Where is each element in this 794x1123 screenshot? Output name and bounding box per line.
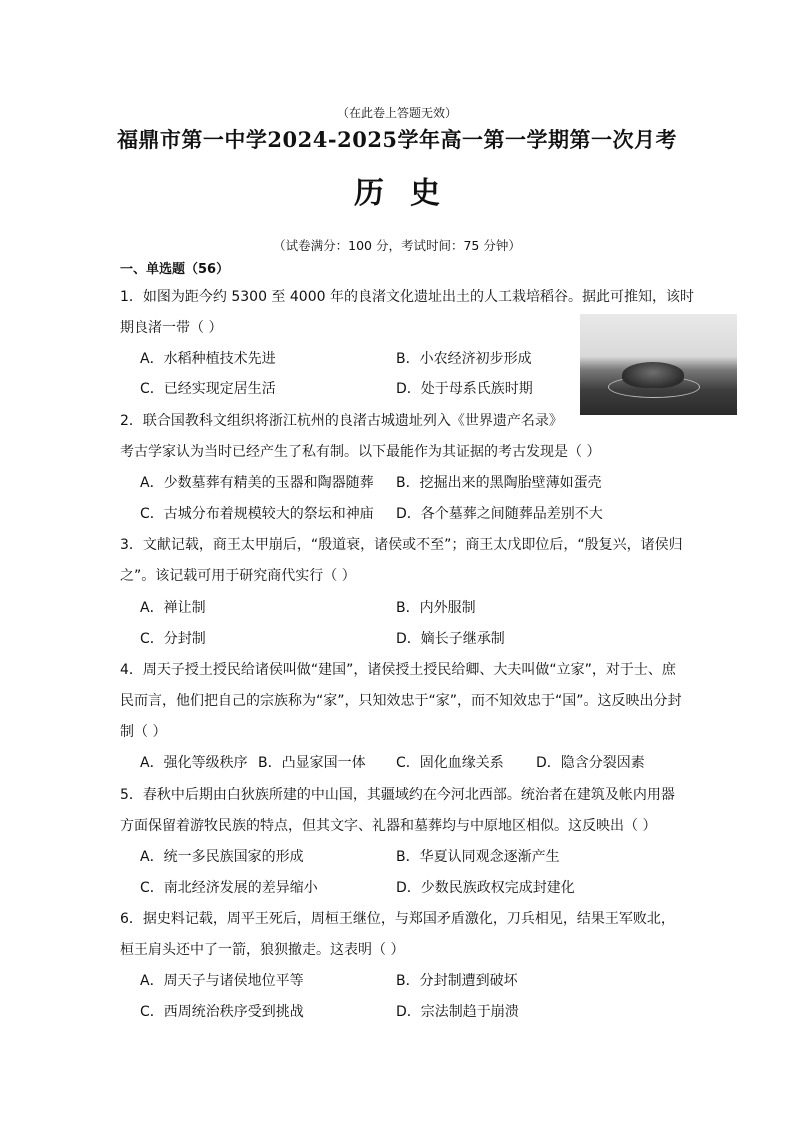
question-2-line-2: 考古学家认为当时已经产生了私有制。以下最能作为其证据的考古发现是（ ） xyxy=(120,444,601,460)
question-6-option-a: A．周天子与诸侯地位平等 xyxy=(140,973,304,989)
question-5-option-b: B．华夏认同观念逐渐产生 xyxy=(396,849,560,865)
rice-grain-photo xyxy=(580,314,737,415)
question-2-line-1: 2．联合国教科文组织将浙江杭州的良渚古城遗址列入《世界遗产名录》 xyxy=(120,413,563,429)
question-3-option-b: B．内外服制 xyxy=(396,600,476,616)
question-3-option-c: C．分封制 xyxy=(140,631,206,647)
exam-info: （试卷满分：100 分，考试时间：75 分钟） xyxy=(273,238,521,253)
question-6-line-1: 6．据史料记载，周平王死后，周桓王继位，与郑国矛盾激化，刀兵相见，结果王军败北， xyxy=(120,911,675,927)
question-1-option-d: D．处于母系氏族时期 xyxy=(396,381,533,397)
subject-title: 历史 xyxy=(354,176,466,211)
question-1-option-c: C．已经实现定居生活 xyxy=(140,381,276,397)
question-6-option-c: C．西周统治秩序受到挑战 xyxy=(140,1004,304,1020)
question-5-option-c: C．南北经济发展的差异缩小 xyxy=(140,880,318,896)
question-4-line-1: 4．周天子授土授民给诸侯叫做“建国”，诸侯授土授民给卿、大夫叫做“立家”，对于士、庶 xyxy=(120,662,676,678)
question-1-line-1: 1．如图为距今约 5300 至 4000 年的良渚文化遗址出土的人工栽培稻谷。据此可推知，该时 xyxy=(120,289,694,305)
question-2-option-b: B．挖掘出来的黑陶胎壁薄如蛋壳 xyxy=(396,475,602,491)
question-3-line-2: 之”。该记载可用于研究商代实行（ ） xyxy=(120,568,356,584)
question-1-line-2: 期良渚一带（ ） xyxy=(120,320,223,336)
question-4-line-2: 民而言，他们把自己的宗族称为“家”，只知效忠于“家”，而不知效忠于“国”。这反映出分封 xyxy=(120,693,682,709)
question-3-option-d: D．嫡长子继承制 xyxy=(396,631,505,647)
exam-notice: （在此卷上答题无效） xyxy=(336,106,457,120)
question-5-option-a: A．统一多民族国家的形成 xyxy=(140,849,304,865)
question-5-option-d: D．少数民族政权完成封建化 xyxy=(396,880,575,896)
section-heading: 一、单选题（56） xyxy=(120,262,230,277)
question-2-option-d: D．各个墓葬之间随葬品差别不大 xyxy=(396,506,603,522)
question-6-option-b: B．分封制遭到破坏 xyxy=(396,973,518,989)
question-3-line-1: 3．文献记载，商王太甲崩后，“殷道衰，诸侯或不至”；商王太戊即位后，“殷复兴，诸侯归 xyxy=(120,537,683,553)
question-4-line-3: 制（ ） xyxy=(120,724,167,740)
question-4-option-b: B．凸显家国一体 xyxy=(258,755,366,771)
question-4-option-a: A．强化等级秩序 xyxy=(140,755,248,771)
question-5-line-1: 5．春秋中后期由白狄族所建的中山国，其疆域约在今河北西部。统治者在建筑及帐内用器 xyxy=(120,787,675,803)
question-2-option-a: A．少数墓葬有精美的玉器和陶器随葬 xyxy=(140,475,374,491)
question-1-option-b: B．小农经济初步形成 xyxy=(396,351,532,367)
question-6-line-2: 桓王肩头还中了一箭，狼狈撤走。这表明（ ） xyxy=(120,942,405,958)
exam-title: 福鼎市第一中学2024-2025学年高一第一学期第一次月考 xyxy=(116,127,678,152)
question-6-option-d: D．宗法制趋于崩溃 xyxy=(396,1004,519,1020)
question-4-option-d: D．隐含分裂因素 xyxy=(536,755,645,771)
question-5-line-2: 方面保留着游牧民族的特点，但其文字、礼器和墓葬均与中原地区相似。这反映出（ ） xyxy=(120,818,657,834)
question-4-option-c: C．固化血缘关系 xyxy=(396,755,504,771)
question-3-option-a: A．禅让制 xyxy=(140,600,206,616)
question-2-option-c: C．古城分布着规模较大的祭坛和神庙 xyxy=(140,506,374,522)
question-1-option-a: A．水稻种植技术先进 xyxy=(140,351,276,367)
